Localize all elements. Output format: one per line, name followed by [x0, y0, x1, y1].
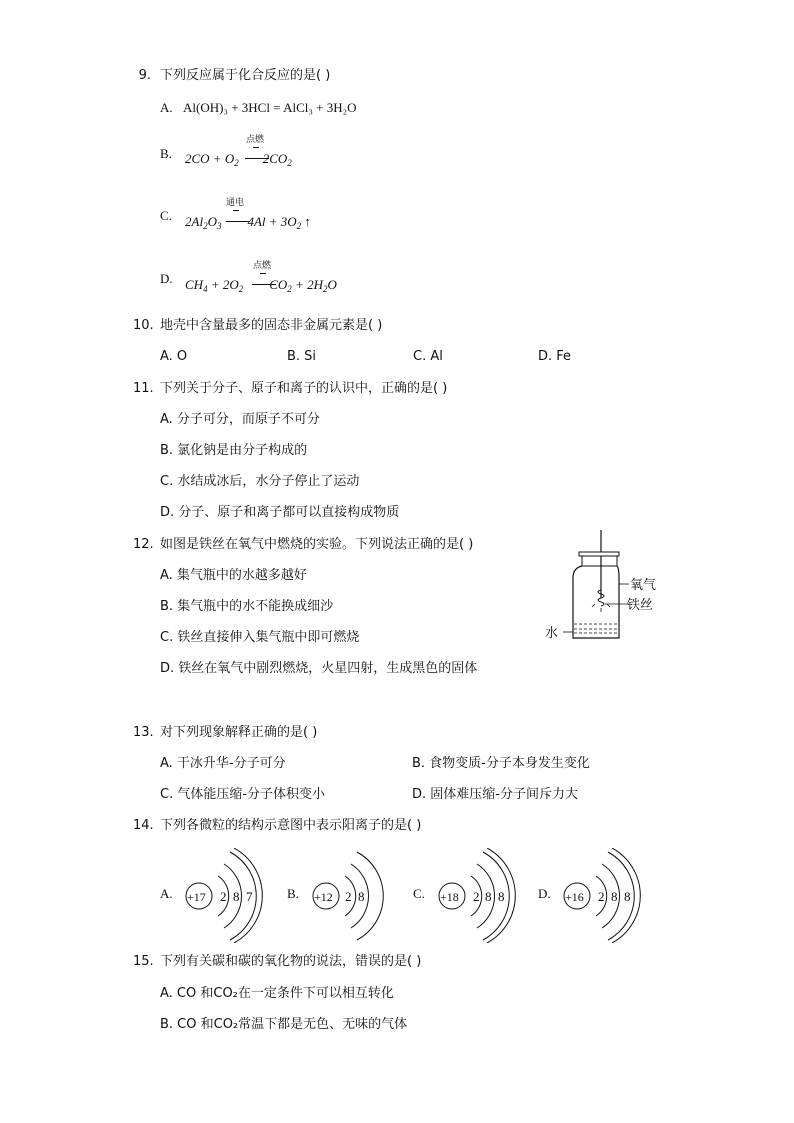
- option-a: A. O: [160, 349, 188, 364]
- shell-1-electrons: 2: [473, 889, 480, 904]
- option-b-equation: $2CO + O_2$ $2CO_2$: [185, 151, 292, 168]
- condition-mark: [253, 147, 259, 148]
- question-stem: 如图是铁丝在氧气中燃烧的实验。下列说法正确的是( ): [160, 537, 474, 552]
- option-a: A. 集气瓶中的水越多越好: [160, 568, 307, 583]
- condition-mark: [260, 273, 266, 274]
- option-a-label: A.: [160, 886, 173, 901]
- question-stem: 下列关于分子、原子和离子的认识中，正确的是( ): [160, 381, 448, 396]
- label-oxygen: 氧气: [630, 578, 657, 593]
- shell-3-electrons: 8: [624, 889, 631, 904]
- option-a-equation: Al(OH)₃ + 3HCl = AlCl₃ + 3H₂O: [183, 100, 357, 115]
- option-a: A. 分子可分，而原子不可分: [160, 412, 320, 427]
- shell-1-electrons: 2: [220, 889, 227, 904]
- option-c: C. 气体能压缩-分子体积变小: [160, 787, 326, 802]
- option-d: D. 固体难压缩-分子间斥力大: [412, 787, 578, 802]
- nucleus-charge: +18: [440, 890, 459, 904]
- shell-1-electrons: 2: [598, 889, 605, 904]
- option-a: A. CO 和CO₂在一定条件下可以相互转化: [160, 986, 394, 1001]
- option-c: C. Al: [413, 349, 443, 364]
- question-stem: 下列有关碳和碳的氧化物的说法，错误的是( ): [160, 954, 422, 969]
- shell-2-electrons: 8: [358, 889, 365, 904]
- question-number: 15.: [133, 954, 154, 969]
- option-c-equation: $2Al_2O_3$ $4Al + 3O_2$ ↑: [185, 214, 311, 231]
- question-stem: 对下列现象解释正确的是( ): [160, 725, 318, 740]
- nucleus-charge: +12: [314, 890, 333, 904]
- question-number: 9.: [138, 68, 151, 83]
- option-b: B. Si: [287, 349, 317, 364]
- option-d-label: D.: [538, 886, 551, 901]
- option-d: D. 铁丝在氧气中剧烈燃烧，火星四射，生成黑色的固体: [160, 661, 478, 676]
- option-d: D. Fe: [538, 349, 572, 364]
- option-b: B. 氯化钠是由分子构成的: [160, 443, 308, 458]
- option-c-label: C.: [160, 208, 172, 223]
- reaction-condition: 点燃: [246, 135, 265, 145]
- question-number: 14.: [133, 818, 154, 833]
- shell-2-electrons: 8: [233, 889, 240, 904]
- reaction-condition: 通电: [226, 198, 245, 208]
- shell-1-electrons: 2: [345, 889, 352, 904]
- option-a: A. 干冰升华-分子可分: [160, 756, 286, 771]
- condition-mark: [233, 210, 239, 211]
- label-iron-wire: 铁丝: [627, 598, 654, 613]
- option-b-label: B.: [287, 886, 299, 901]
- option-c-label: C.: [413, 886, 425, 901]
- question-number: 10.: [133, 318, 154, 333]
- question-stem: 下列反应属于化合反应的是( ): [160, 68, 331, 83]
- nucleus-charge: +17: [187, 890, 206, 904]
- option-b-label: B.: [160, 146, 172, 161]
- shell-3-electrons: 7: [246, 889, 253, 904]
- option-b: B. 集气瓶中的水不能换成细沙: [160, 599, 334, 614]
- nucleus-charge: +16: [565, 890, 584, 904]
- question-number: 11.: [133, 381, 154, 396]
- option-a-label: A.: [160, 100, 173, 115]
- option-d: D. 分子、原子和离子都可以直接构成物质: [160, 505, 400, 520]
- option-c: C. 水结成冰后，水分子停止了运动: [160, 474, 360, 489]
- shell-2-electrons: 8: [611, 889, 618, 904]
- shell-2-electrons: 8: [485, 889, 492, 904]
- question-stem: 下列各微粒的结构示意图中表示阳离子的是( ): [160, 818, 422, 833]
- label-water: 水: [545, 626, 559, 641]
- question-number: 12.: [133, 537, 154, 552]
- reaction-condition: 点燃: [253, 261, 272, 271]
- option-b: B. CO 和CO₂常温下都是无色、无味的气体: [160, 1017, 408, 1032]
- option-b: B. 食物变质-分子本身发生变化: [412, 756, 590, 771]
- option-d-equation: $CH_4 + 2O_2$ $CO_2 + 2H_2O$: [185, 277, 337, 294]
- question-stem: 地壳中含量最多的固态非金属元素是( ): [160, 318, 383, 333]
- question-number: 13.: [133, 725, 154, 740]
- option-d-label: D.: [160, 271, 173, 286]
- shell-3-electrons: 8: [498, 889, 505, 904]
- option-c: C. 铁丝直接伸入集气瓶中即可燃烧: [160, 630, 360, 645]
